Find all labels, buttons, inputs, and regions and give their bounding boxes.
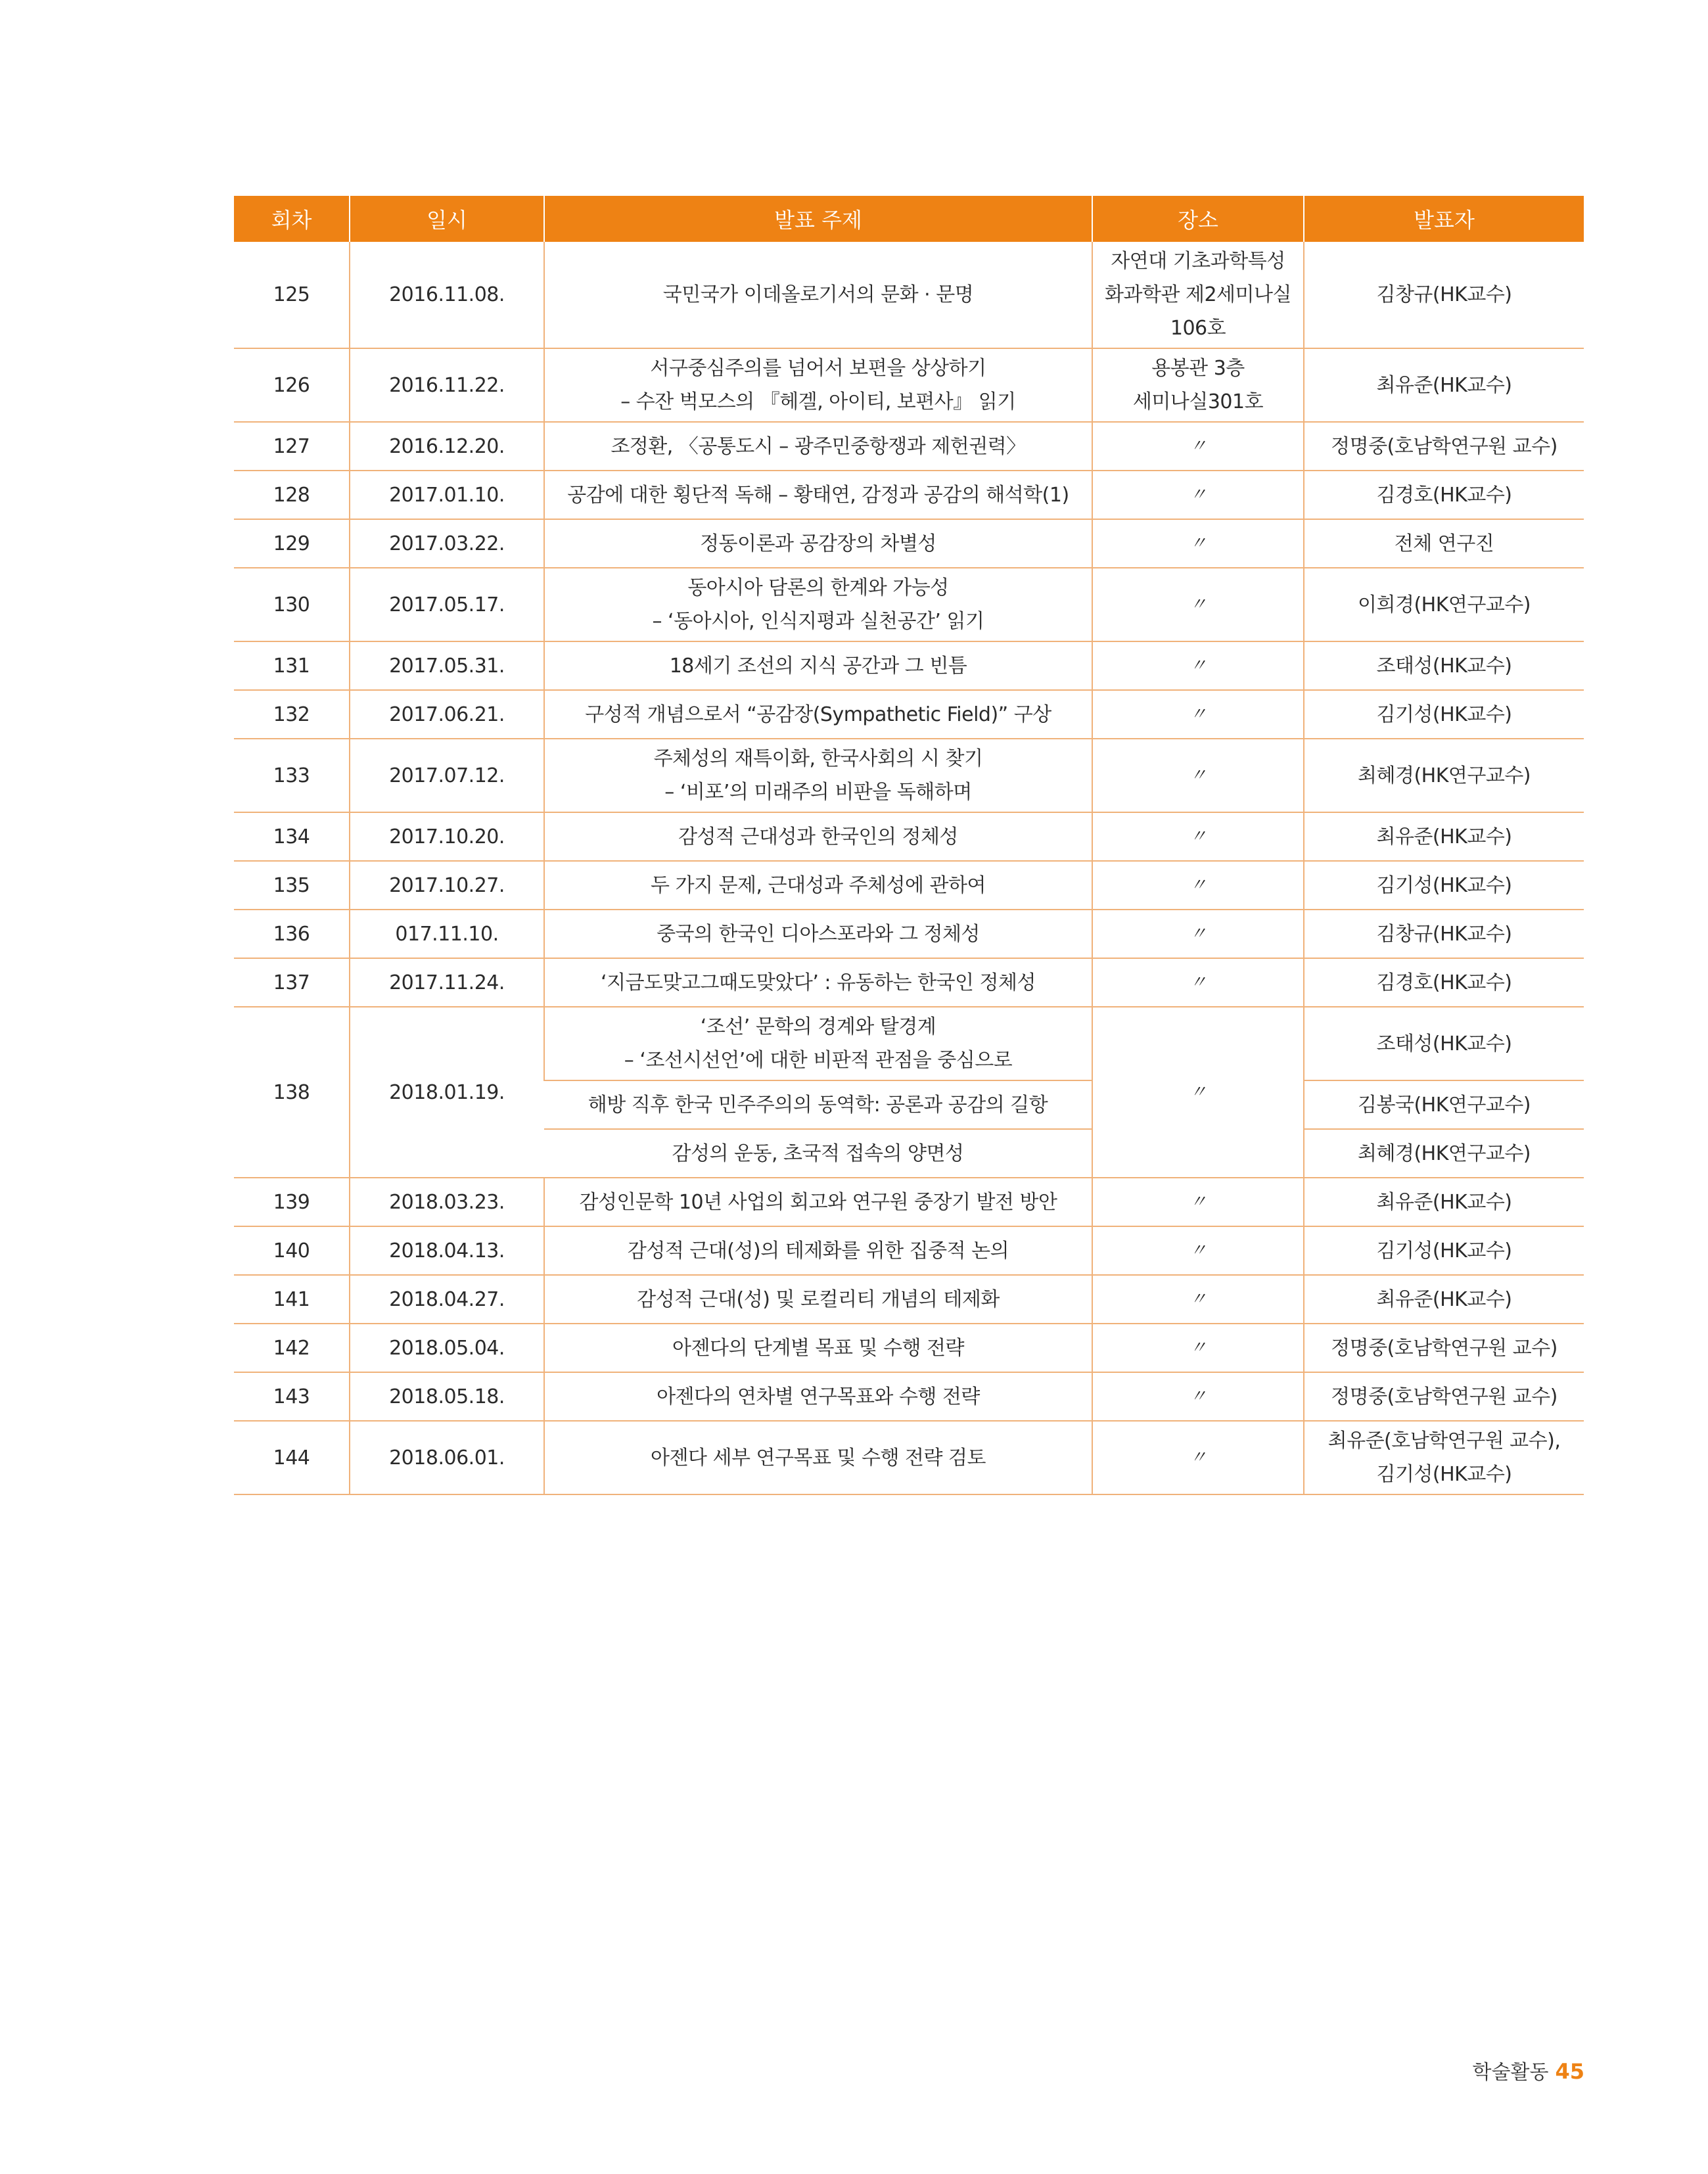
- table-row: [234, 471, 1584, 519]
- session-number: 138: [234, 1007, 350, 1178]
- place-line: 〃: [1189, 484, 1207, 505]
- topic: [544, 568, 1092, 641]
- speaker-line: 정명중(호남학연구원 교수): [1331, 1336, 1558, 1360]
- seminar-schedule-table: [234, 196, 1584, 1495]
- topic: [544, 1275, 1092, 1324]
- place: [1092, 690, 1304, 739]
- place: [1092, 739, 1304, 812]
- topic: [544, 1007, 1092, 1080]
- speaker: [1304, 1007, 1584, 1080]
- speaker: [1304, 641, 1584, 690]
- place-line: 〃: [1189, 972, 1207, 992]
- speaker: [1304, 1275, 1584, 1324]
- topic: [544, 1080, 1092, 1129]
- place-line: 〃: [1189, 765, 1207, 785]
- table-header-row: [234, 196, 1584, 242]
- column-header-topic: 발표 주제: [544, 196, 1092, 242]
- topic: [544, 1324, 1092, 1372]
- place: [1092, 568, 1304, 641]
- speaker: [1304, 1080, 1584, 1129]
- column-header-speaker: 발표자: [1304, 196, 1584, 242]
- session-number: 131: [234, 641, 350, 690]
- place: [1092, 471, 1304, 519]
- topic-line: 18세기 조선의 지식 공간과 그 빈틈: [669, 654, 967, 678]
- session-date: 2017.06.21.: [350, 690, 544, 739]
- place: [1092, 1324, 1304, 1372]
- table-row: [234, 690, 1584, 739]
- table-row: [234, 1421, 1584, 1494]
- topic: [544, 1129, 1092, 1178]
- session-number: 133: [234, 739, 350, 812]
- place-line: 〃: [1189, 875, 1207, 895]
- topic-line: – 수잔 벅모스의 『헤겔, 아이티, 보편사』 읽기: [620, 390, 1016, 413]
- place-line: 〃: [1189, 1447, 1207, 1468]
- topic-line: 감성인문학 10년 사업의 회고와 연구원 중장기 발전 방안: [579, 1190, 1057, 1214]
- page-number: 45: [1555, 2059, 1584, 2084]
- speaker-line: 김기성(HK교수): [1376, 703, 1512, 726]
- session-date: 2018.05.04.: [350, 1324, 544, 1372]
- topic: [544, 812, 1092, 861]
- speaker-line: 최유준(HK교수): [1376, 1287, 1512, 1311]
- speaker: [1304, 242, 1584, 348]
- topic: [544, 641, 1092, 690]
- place: [1092, 242, 1304, 348]
- topic: [544, 861, 1092, 910]
- topic-line: 아젠다의 연차별 연구목표와 수행 전략: [657, 1385, 980, 1408]
- place-line: 〃: [1189, 1337, 1207, 1358]
- topic-line: ‘지금도맞고그때도맞았다’ : 유동하는 한국인 정체성: [601, 971, 1036, 994]
- session-date: 2018.04.27.: [350, 1275, 544, 1324]
- session-number: 142: [234, 1324, 350, 1372]
- column-header-place: 장소: [1092, 196, 1304, 242]
- session-number: 143: [234, 1372, 350, 1421]
- table-body: [234, 242, 1584, 1494]
- table-row: [234, 1178, 1584, 1226]
- session-number: 132: [234, 690, 350, 739]
- speaker: [1304, 1421, 1584, 1494]
- place: [1092, 422, 1304, 471]
- topic: [544, 690, 1092, 739]
- place-line: 자연대 기초과학특성: [1111, 250, 1285, 273]
- speaker: [1304, 422, 1584, 471]
- topic-line: 조정환, 〈공통도시 – 광주민중항쟁과 제헌권력〉: [611, 434, 1026, 458]
- session-date: 2016.11.08.: [350, 242, 544, 348]
- topic: [544, 242, 1092, 348]
- speaker: [1304, 1178, 1584, 1226]
- place: [1092, 1007, 1304, 1178]
- topic-line: 감성의 운동, 초국적 접속의 양면성: [672, 1142, 964, 1165]
- speaker-line: 최유준(HK교수): [1376, 373, 1512, 397]
- place-line: 〃: [1189, 1082, 1207, 1102]
- speaker: [1304, 1129, 1584, 1178]
- topic-line: 동아시아 담론의 한계와 가능성: [687, 576, 949, 599]
- speaker-line: 조태성(HK교수): [1376, 654, 1512, 678]
- speaker: [1304, 348, 1584, 422]
- speaker-line: 이희경(HK연구교수): [1358, 593, 1531, 616]
- table-row: [234, 422, 1584, 471]
- topic-line: 해방 직후 한국 민주주의의 동역학: 공론과 공감의 길항: [588, 1093, 1048, 1117]
- place-line: 용봉관 3층: [1151, 357, 1245, 380]
- topic-line: 감성적 근대(성) 및 로컬리티 개념의 테제화: [637, 1287, 1000, 1311]
- topic: [544, 910, 1092, 958]
- table-row: [234, 910, 1584, 958]
- speaker-line: 조태성(HK교수): [1376, 1032, 1512, 1055]
- topic: [544, 519, 1092, 568]
- speaker: [1304, 1324, 1584, 1372]
- session-number: 137: [234, 958, 350, 1007]
- speaker-line: 김창규(HK교수): [1376, 922, 1512, 946]
- topic: [544, 1421, 1092, 1494]
- place: [1092, 641, 1304, 690]
- session-date: 2017.11.24.: [350, 958, 544, 1007]
- speaker: [1304, 910, 1584, 958]
- place-line: 〃: [1189, 655, 1207, 676]
- session-date: 2018.04.13.: [350, 1226, 544, 1275]
- topic-line: 아젠다 세부 연구목표 및 수행 전략 검토: [651, 1446, 986, 1469]
- topic-line: 아젠다의 단계별 목표 및 수행 전략: [672, 1336, 964, 1360]
- speaker-line: 김기성(HK교수): [1376, 1463, 1512, 1486]
- place-line: 〃: [1189, 594, 1207, 614]
- topic-line: 두 가지 문제, 근대성과 주체성에 관하여: [651, 873, 986, 897]
- session-date: 2018.03.23.: [350, 1178, 544, 1226]
- session-date: 2017.05.31.: [350, 641, 544, 690]
- place-line: 106호: [1170, 317, 1226, 340]
- speaker-line: 김경호(HK교수): [1376, 483, 1512, 507]
- session-date: 2017.10.20.: [350, 812, 544, 861]
- place: [1092, 1226, 1304, 1275]
- table-row: [234, 739, 1584, 812]
- topic-line: 국민국가 이데올로기서의 문화 · 문명: [662, 283, 974, 306]
- place: [1092, 910, 1304, 958]
- topic-line: 서구중심주의를 넘어서 보편을 상상하기: [650, 357, 986, 380]
- topic-line: – ‘조선시선언’에 대한 비판적 관점을 중심으로: [624, 1049, 1013, 1072]
- table-row: [234, 861, 1584, 910]
- table-row: [234, 958, 1584, 1007]
- table-row: [234, 568, 1584, 641]
- topic: [544, 1372, 1092, 1421]
- speaker-line: 최유준(HK교수): [1376, 825, 1512, 848]
- topic: [544, 958, 1092, 1007]
- place: [1092, 519, 1304, 568]
- place: [1092, 1275, 1304, 1324]
- place-line: 화과학관 제2세미나실: [1105, 283, 1291, 306]
- speaker-line: 최혜경(HK연구교수): [1358, 1142, 1531, 1165]
- place: [1092, 1372, 1304, 1421]
- session-number: 126: [234, 348, 350, 422]
- topic: [544, 422, 1092, 471]
- speaker: [1304, 861, 1584, 910]
- speaker-line: 김창규(HK교수): [1376, 283, 1512, 306]
- session-date: 2016.12.20.: [350, 422, 544, 471]
- speaker: [1304, 958, 1584, 1007]
- topic-line: 중국의 한국인 디아스포라와 그 정체성: [657, 922, 980, 946]
- topic: [544, 739, 1092, 812]
- topic-line: 감성적 근대(성)의 테제화를 위한 집중적 논의: [627, 1239, 1009, 1262]
- session-date: 2018.01.19.: [350, 1007, 544, 1178]
- page-footer: [1473, 2056, 1584, 2085]
- place-line: 〃: [1189, 1289, 1207, 1309]
- session-number: 125: [234, 242, 350, 348]
- topic-line: 감성적 근대성과 한국인의 정체성: [678, 825, 958, 848]
- session-date: 2017.03.22.: [350, 519, 544, 568]
- place-line: 〃: [1189, 704, 1207, 724]
- table-row: [234, 641, 1584, 690]
- speaker: [1304, 519, 1584, 568]
- session-date: 2018.05.18.: [350, 1372, 544, 1421]
- table-row: [234, 1372, 1584, 1421]
- place-line: 〃: [1189, 533, 1207, 553]
- speaker: [1304, 568, 1584, 641]
- topic-line: 주체성의 재특이화, 한국사회의 시 찾기: [653, 747, 983, 770]
- topic-line: – ‘동아시아, 인식지평과 실천공간’ 읽기: [652, 610, 984, 633]
- table-row: [234, 1007, 1584, 1080]
- speaker-line: 김봉국(HK연구교수): [1358, 1093, 1531, 1117]
- topic-line: – ‘비포’의 미래주의 비판을 독해하며: [664, 781, 972, 804]
- column-header-date: 일시: [350, 196, 544, 242]
- speaker-line: 최유준(HK교수): [1376, 1190, 1512, 1214]
- session-date: 2017.01.10.: [350, 471, 544, 519]
- session-number: 136: [234, 910, 350, 958]
- speaker-line: 김기성(HK교수): [1376, 873, 1512, 897]
- session-number: 130: [234, 568, 350, 641]
- session-number: 129: [234, 519, 350, 568]
- session-date: 2017.07.12.: [350, 739, 544, 812]
- speaker-line: 정명중(호남학연구원 교수): [1331, 1385, 1558, 1408]
- session-number: 144: [234, 1421, 350, 1494]
- speaker: [1304, 471, 1584, 519]
- speaker-line: 김경호(HK교수): [1376, 971, 1512, 994]
- session-date: 2018.06.01.: [350, 1421, 544, 1494]
- speaker: [1304, 1226, 1584, 1275]
- speaker: [1304, 739, 1584, 812]
- topic-line: 공감에 대한 횡단적 독해 – 황태연, 감정과 공감의 해석학(1): [567, 483, 1069, 507]
- session-number: 141: [234, 1275, 350, 1324]
- session-date: 2016.11.22.: [350, 348, 544, 422]
- session-date: 017.11.10.: [350, 910, 544, 958]
- speaker: [1304, 1372, 1584, 1421]
- place-line: 〃: [1189, 1386, 1207, 1406]
- table-row: [234, 348, 1584, 422]
- session-number: 134: [234, 812, 350, 861]
- session-number: 127: [234, 422, 350, 471]
- session-number: 139: [234, 1178, 350, 1226]
- table-row: [234, 1226, 1584, 1275]
- topic: [544, 471, 1092, 519]
- table-row: [234, 812, 1584, 861]
- topic: [544, 1226, 1092, 1275]
- session-date: 2017.05.17.: [350, 568, 544, 641]
- place-line: 〃: [1189, 1191, 1207, 1212]
- speaker-line: 전체 연구진: [1394, 532, 1494, 555]
- place-line: 세미나실301호: [1132, 390, 1264, 413]
- place: [1092, 1178, 1304, 1226]
- speaker: [1304, 812, 1584, 861]
- speaker-line: 최혜경(HK연구교수): [1358, 764, 1531, 787]
- session-date: 2017.10.27.: [350, 861, 544, 910]
- session-number: 140: [234, 1226, 350, 1275]
- speaker-line: 정명중(호남학연구원 교수): [1331, 434, 1558, 458]
- speaker-line: 최유준(호남학연구원 교수),: [1327, 1429, 1561, 1452]
- table-row: [234, 1324, 1584, 1372]
- place-line: 〃: [1189, 923, 1207, 944]
- topic: [544, 1178, 1092, 1226]
- topic-line: 정동이론과 공감장의 차별성: [700, 532, 936, 555]
- place: [1092, 348, 1304, 422]
- topic: [544, 348, 1092, 422]
- table-row: [234, 519, 1584, 568]
- column-header-session: 회차: [234, 196, 350, 242]
- session-number: 135: [234, 861, 350, 910]
- place: [1092, 861, 1304, 910]
- table-row: [234, 242, 1584, 348]
- place: [1092, 958, 1304, 1007]
- place: [1092, 812, 1304, 861]
- place-line: 〃: [1189, 1240, 1207, 1260]
- place-line: 〃: [1189, 826, 1207, 846]
- footer-section-label: 학술활동: [1472, 2061, 1549, 2084]
- speaker-line: 김기성(HK교수): [1376, 1239, 1512, 1262]
- speaker: [1304, 690, 1584, 739]
- topic-line: ‘조선’ 문학의 경계와 탈경계: [700, 1015, 936, 1038]
- table-row: [234, 1275, 1584, 1324]
- place: [1092, 1421, 1304, 1494]
- session-number: 128: [234, 471, 350, 519]
- topic-line: 구성적 개념으로서 “공감장(Sympathetic Field)” 구상: [585, 703, 1051, 726]
- place-line: 〃: [1189, 436, 1207, 456]
